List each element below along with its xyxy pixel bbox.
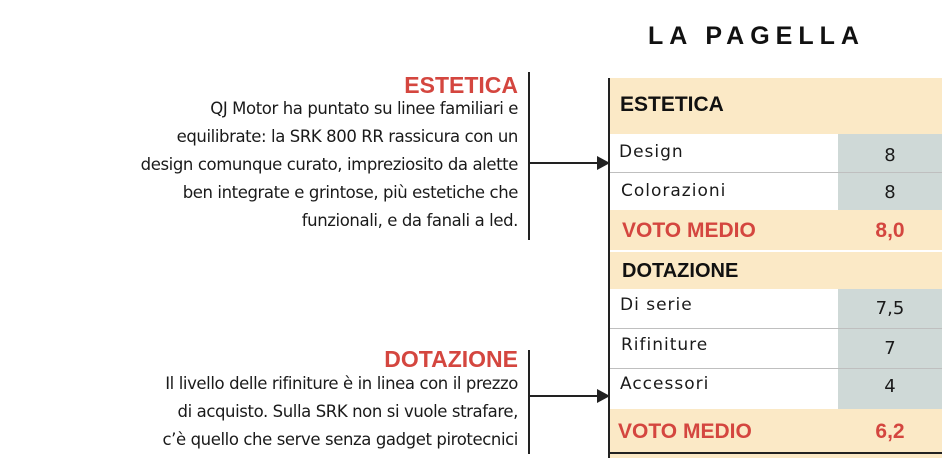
text-line: Il livello delle rifiniture è in linea con il prezzo: [165, 374, 518, 393]
table-left-border: [608, 78, 610, 458]
text-line: di acquisto. Sulla SRK non si vuole strafare,: [177, 402, 518, 421]
row-value-rifiniture: 7: [884, 338, 896, 359]
row-value-design: 8: [884, 145, 896, 166]
row-label-design: Design: [619, 142, 684, 162]
row-divider: [610, 172, 942, 173]
row-value-di-serie: 7,5: [875, 298, 905, 319]
estetica-description: [141, 95, 518, 235]
dotazione-arrow-line: [530, 395, 600, 397]
row-label-di-serie: Di serie: [620, 295, 693, 315]
row-value-colorazioni: 8: [884, 182, 896, 203]
estetica-heading: ESTETICA: [404, 72, 518, 98]
estetica-section-title: ESTETICA: [620, 93, 724, 116]
text-line: QJ Motor ha puntato su linee familiari e: [210, 99, 518, 118]
dotazione-voto-value: 6,2: [875, 420, 905, 443]
dotazione-voto-label: VOTO MEDIO: [618, 420, 752, 443]
page-title: LA PAGELLA: [648, 22, 865, 50]
text-line: equilibrate: la SRK 800 RR rassicura con un: [176, 127, 518, 146]
estetica-bracket: [528, 72, 530, 240]
dotazione-section-title: DOTAZIONE: [622, 260, 739, 282]
text-line: design comunque curato, impreziosito da alette: [140, 155, 518, 174]
table-bottom-rule: [610, 452, 942, 454]
dotazione-heading: DOTAZIONE: [384, 346, 518, 372]
row-divider: [610, 328, 942, 329]
text-line: ben integrate e grintose, più estetiche che: [182, 183, 518, 202]
row-value-accessori: 4: [884, 376, 896, 397]
estetica-arrow-line: [530, 162, 600, 164]
row-divider: [610, 368, 942, 369]
dotazione-description: [162, 370, 518, 454]
text-line: c’è quello che serve senza gadget pirotecnici: [162, 430, 518, 449]
section-divider: [610, 250, 942, 252]
estetica-voto-value: 8,0: [875, 219, 905, 242]
text-line: funzionali, e da fanali a led.: [301, 211, 518, 230]
row-label-accessori: Accessori: [620, 374, 710, 394]
dotazione-bracket: [528, 350, 530, 454]
estetica-voto-label: VOTO MEDIO: [622, 219, 756, 242]
row-label-colorazioni: Colorazioni: [621, 181, 727, 201]
row-label-rifiniture: Rifiniture: [621, 335, 709, 355]
